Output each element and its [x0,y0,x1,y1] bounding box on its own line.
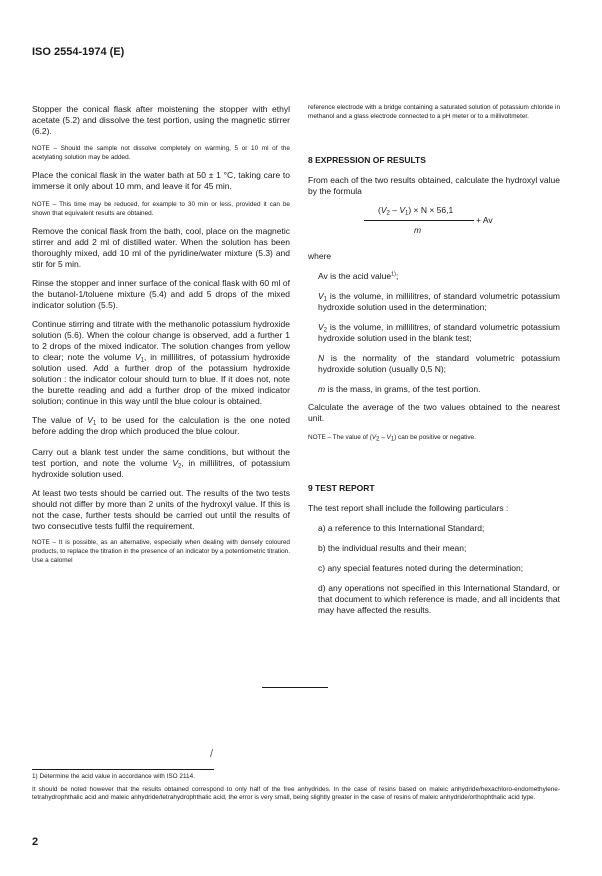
end-rule [262,687,328,688]
list-item-d: d) any operations not specified in this International Standard, or that document to which reference is made, and all incidents that may have affected the results. [318,582,560,615]
formula-denominator: m [414,225,422,236]
definition-m: m is the mass, in grams, of the test portion. [318,384,481,395]
formula-numerator: $(V_2 - V_1) \times N \times 56,1$ [378,205,454,217]
definition-v2: $V_2$ is the volume, in millilitres, of standard volumetric potassium hydroxide solution used in the blank test; [318,322,560,344]
paragraph-calculate: From each of the two results obtained, calculate the hydroxyl value by the formula [308,175,560,197]
footnote-anhydrides: It should be noted however that the results obtained correspond to only half of the free anhydrides. In the case of resins based on maleic anhydride/hexachloro-endomethylene-tetrahydrophthalic acid and maleic anhydride/tetrahydrophthalic acid, the error is very small, being slightly greater in the case of resins of maleic anhydride/orthophthalic acid type. [32,785,560,802]
fraction-bar [364,220,474,221]
page-number: 2 [32,836,39,848]
paragraph-blank-test: Carry out a blank test under the same conditions, but without the test portion, and note the volume $V_2$, in millilitres, of potassium hydroxide solution used. [32,447,290,480]
paragraph-average: Calculate the average of the two values obtained to the nearest unit. [308,402,560,424]
section-heading-test-report: 9 TEST REPORT [308,482,375,493]
symbol-v: V [172,458,179,469]
symbol-v: V [135,352,141,363]
footnotes [32,773,560,803]
list-item-b: b) the individual results and their mean; [318,542,467,553]
symbol-v: V [87,415,93,426]
note-time-reduced: NOTE – This time may be reduced, for example to 30 min or less, provided it can be shown that equivalent results are obtained. [32,201,290,217]
section-heading-expression-of-results: 8 EXPRESSION OF RESULTS [308,155,426,166]
paragraph-remove-flask: Remove the conical flask from the bath, cool, place on the magnetic stirrer and add 2 ml of distilled water. When the solution has been thoroughly mixed, add 10 ml of the pyridine/water mixture (5.3) and stir for 5 min. [32,226,290,270]
paragraph-rinse-stopper: Rinse the stopper and inner surface of the conical flask with 60 ml of the butanol-1/toluene mixture (5.4) and add 5 drops of the mixed indicator solution (5.5). [32,278,290,311]
footnote-rule [32,769,214,770]
list-item-a: a) a reference to this International Standard; [318,522,485,533]
where-label: where [308,251,332,262]
paragraph-water-bath: Place the conical flask in the water bath at 50 ± 1 °C, taking care to immerse it only about 10 mm, and leave it for 45 min. [32,170,290,192]
left-column [32,104,290,565]
paragraph-titrate: Continue stirring and titrate with the methanolic potassium hydroxide solution (5.6). When the colour change is observed, add a further 1 to 2 drops of the mixed indicator. The solution changes from yellow to clear; note the volume $V_1$, in millilitres, of potassium hydroxide solution used. Add a further drop of the potassium hydroxide solution : the indicator colour should turn to blue. If it does not, note the burette reading and add a further drop of the mixed indicator solution; continue in this way until the blue colour is obtained. [32,319,290,407]
hydroxyl-formula [308,205,560,247]
document-header: ISO 2554-1974 (E) [32,46,125,58]
paragraph-dissolve: Stopper the conical flask after moistening the stopper with ethyl acetate (5.2) and dissolve the test portion, using the magnetic stirrer (6.2). [32,104,290,136]
note-potentiometric: NOTE – It is possible, as an alternative, especially when dealing with densely coloured products, to replace the titration in the presence of an indicator by a potentiometric titration. Use a calomel [32,539,290,564]
footnote-1: 1) Determine the acid value in accordance with ISO 2114. [32,773,195,780]
definition-v1: $V_1$ is the volume, in millilitres, of standard volumetric potassium hydroxide solution used in the determination; [318,291,560,313]
list-item-c: c) any special features noted during the determination; [318,562,524,573]
paragraph-value-v1: The value of $V_1$ to be used for the calculation is the one noted before adding the drop which produced the blue colour. [32,415,291,437]
note-continuation: reference electrode with a bridge containing a saturated solution of potassium chloride in methanol and a glass electrode connected to a pH meter or to a millivoltmeter. [308,104,560,120]
note-sample-dissolve: NOTE – Should the sample not dissolve completely on warming, 5 or 10 ml of the acetylating solution may be added. [32,145,290,161]
definition-av: Av is the acid value$^{1)}$; [318,271,399,282]
right-column [308,104,560,616]
note-positive-negative: NOTE – The value of $(V_2 - V_1)$ can be positive or negative. [308,434,476,443]
stray-mark: / [210,748,214,760]
paragraph-test-report: The test report shall include the following particulars : [308,502,509,513]
formula-plus-av: + Av [476,215,493,226]
paragraph-two-tests: At least two tests should be carried out. The results of the two tests should not differ by more than 2 units of the hydroxyl value. If this is not the case, further tests should be carried out until the results of two consecutive tests fulfil the requirement. [32,488,290,532]
definition-n: N is the normality of the standard volumetric potassium hydroxide solution (usually 0,5 N); [318,353,560,375]
